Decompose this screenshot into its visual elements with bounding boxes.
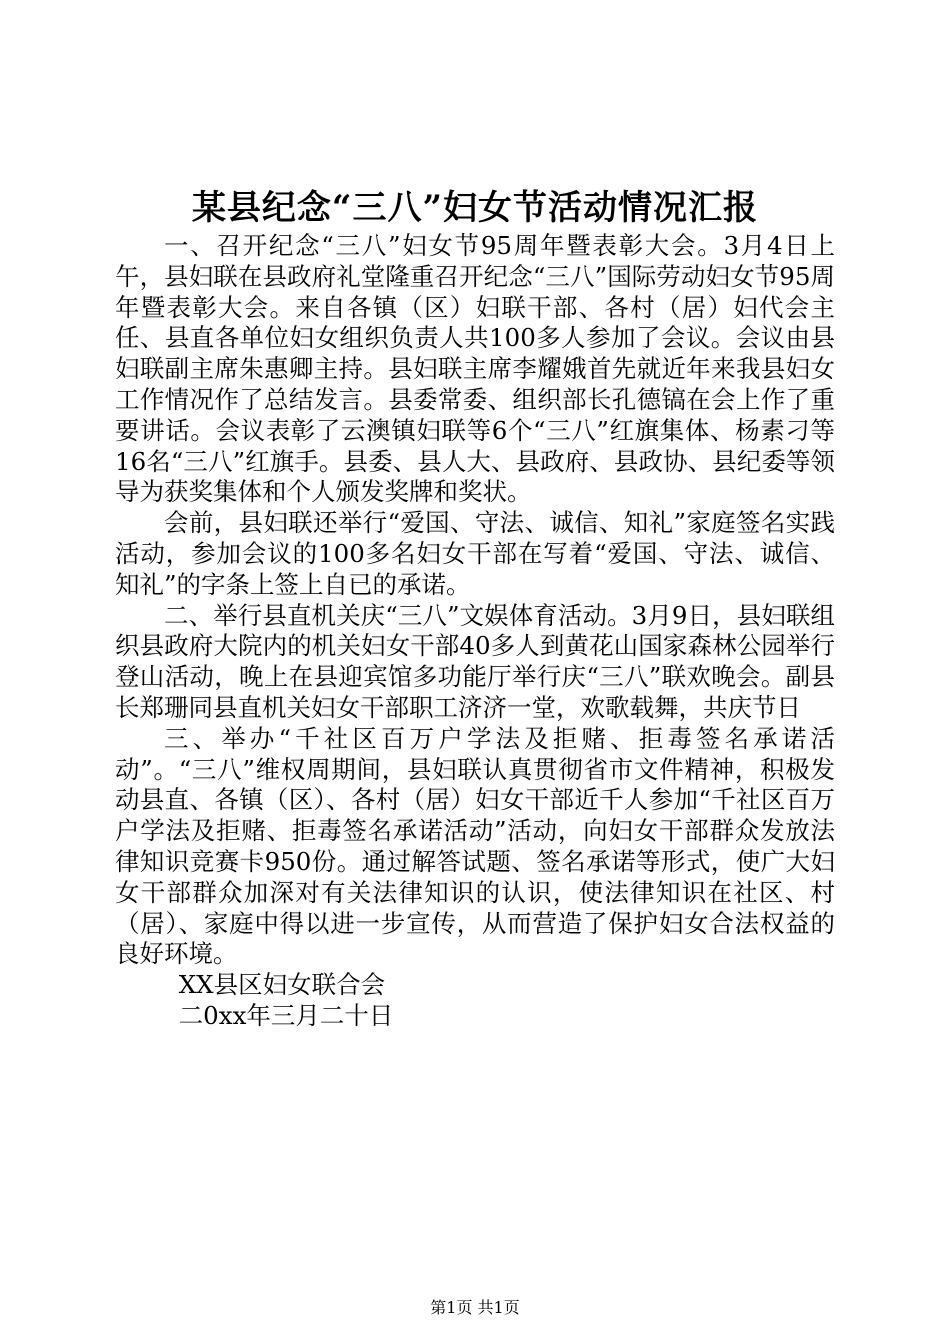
document-title: 某县纪念“三八”妇女节活动情况汇报 — [191, 188, 759, 228]
signature-date: 二0xx年三月二十日 — [178, 1000, 394, 1030]
paragraph-section-1: 一、召开纪念“三八”妇女节95周年暨表彰大会。3月4日上午，县妇联在县政府礼堂隆重召开纪念“三八”国际劳动妇女节95周年暨表彰大会。来自各镇（区）妇联干部、各村（居）妇代会主任、县直各单位妇女组织负责人共100多人参加了会议。会议由县妇联副主席朱惠卿主持。县妇联主席李耀娥首先就近年来我县妇女工作情况作了总结发言。县委常委、组织部长孔德镐在会上作了重要讲话。会议表彰了云澳镇妇联等6个“三八”红旗集体、杨素刁等16名“三八”红旗手。县委、县人大、县政府、县政协、县纪委等领导为获奖集体和个人颁发奖牌和奖状。 — [115, 231, 835, 507]
paragraph-pre-meeting: 会前，县妇联还举行“爱国、守法、诚信、知礼”家庭签名实践活动，参加会议的100多名妇女干部在写着“爱国、守法、诚信、知礼”的字条上签上自已的承诺。 — [115, 508, 835, 599]
signature-organization: XX县区妇女联合会 — [178, 970, 386, 1000]
document-body — [115, 231, 835, 1032]
paragraph-section-2: 二、举行县直机关庆“三八”文娱体育活动。3月9日，县妇联组织县政府大院内的机关妇女干部40多人到黄花山国家森林公园举行登山活动，晚上在县迎宾馆多功能厅举行庆“三八”联欢晚会。副县长郑珊同县直机关妇女干部职工济济一堂，欢歌载舞，共庆节日 — [115, 600, 835, 722]
page-footer: 第1页 共1页 — [430, 1298, 520, 1317]
paragraph-section-3: 三、举办“千社区百万户学法及拒赌、拒毒签名承诺活动”。“三八”维权周期间，县妇联认真贯彻省市文件精神，积极发动县直、各镇（区）、各村（居）妇女干部近千人参加“千社区百万户学法及拒赌、拒毒签名承诺活动”活动，向妇女干部群众发放法律知识竞赛卡950份。通过解答试题、签名承诺等形式，使广大妇女干部群众加深对有关法律知识的认识，使法律知识在社区、村（居）、家庭中得以进一步宣传，从而营造了保护妇女合法权益的良好环境。 — [115, 723, 835, 969]
